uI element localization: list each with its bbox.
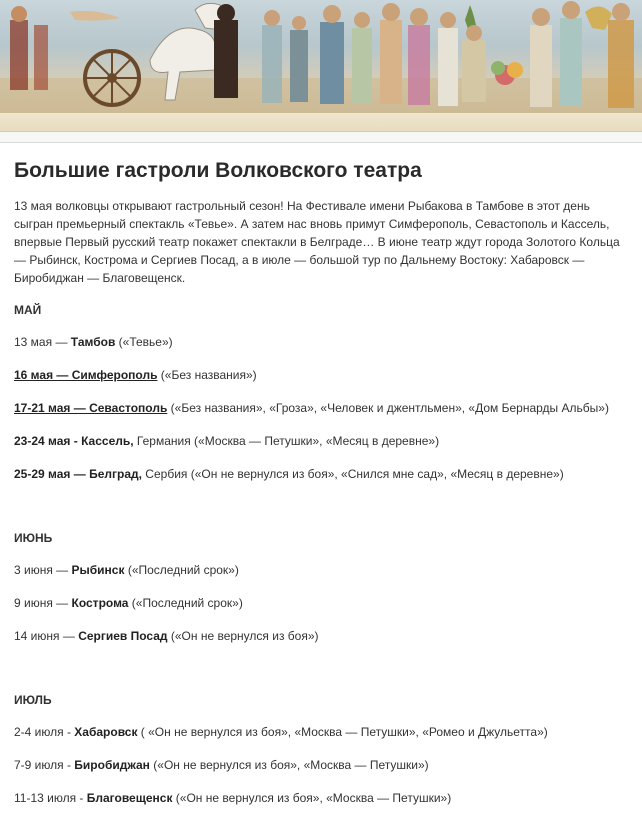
entry-plays: («Он не вернулся из боя») <box>167 629 319 643</box>
entry-date-city: 23-24 мая - Кассель, <box>14 434 134 448</box>
entry-plays: Сербия («Он не вернулся из боя», «Снился мне сад», «Месяц в деревне») <box>141 467 564 481</box>
entry-date: 9 июня — <box>14 596 72 610</box>
tour-entry <box>14 596 628 611</box>
entry-plays: ( «Он не вернулся из боя», «Москва — Петушки», «Ромео и Джульетта») <box>137 725 548 739</box>
entry-city: Рыбинск <box>71 563 125 577</box>
tour-entry <box>14 791 628 806</box>
entry-plays: («Без названия», «Гроза», «Человек и джентльмен», «Дом Бернарды Альбы») <box>167 401 609 415</box>
entry-date: 7-9 июля - <box>14 758 75 772</box>
tour-entry[interactable] <box>14 401 628 416</box>
banner-strip <box>0 113 642 132</box>
tour-entry <box>14 335 628 350</box>
entry-plays: («Он не вернулся из боя», «Москва — Петушки») <box>149 758 429 772</box>
entry-city: Кострома <box>71 596 129 610</box>
entry-city: Благовещенск <box>86 791 173 805</box>
tour-entry <box>14 725 628 740</box>
article <box>0 143 642 806</box>
intro-paragraph: 13 мая волковцы открывают гастрольный сезон! На Фестивале имени Рыбакова в Тамбове в этот день сыгран премьерный спектакль «Тевье». А затем нас вновь примут Симферополь, Севастополь и Кассель, впервые Первый русский театр покажет спектакли в Белграде… В июне театр ждут города Золотого Кольца — Рыбинск, Кострома и Сергиев Посад, а в июле — большой тур по Дальнему Востоку: Хабаровск — Биробиджан — Благовещенск. <box>14 199 620 285</box>
header-banner <box>0 0 642 113</box>
entry-date: 11-13 июля - <box>14 791 87 805</box>
tour-entry <box>14 758 628 773</box>
entry-city: Хабаровск <box>74 725 138 739</box>
entry-plays: («Без названия») <box>157 368 257 382</box>
entry-date-city: 25-29 мая — Белград, <box>14 467 142 481</box>
entry-date: 14 июня — <box>14 629 79 643</box>
entry-plays: («Последний срок») <box>124 563 239 577</box>
tour-entry <box>14 563 628 578</box>
tour-entry[interactable] <box>14 368 628 383</box>
header-divider <box>0 132 642 143</box>
entry-date: 2-4 июля - <box>14 725 75 739</box>
entry-plays: («Тевье») <box>115 335 173 349</box>
tour-entry <box>14 467 628 482</box>
tour-entry <box>14 629 628 644</box>
month-heading-may: МАЙ <box>14 303 42 317</box>
entry-plays: Германия («Москва — Петушки», «Месяц в деревне») <box>133 434 440 448</box>
entry-city: Сергиев Посад <box>78 629 168 643</box>
entry-city: Тамбов <box>70 335 116 349</box>
entry-date: 13 мая — <box>14 335 71 349</box>
fresco-illustration <box>0 0 642 113</box>
month-heading-july: ИЮЛЬ <box>14 693 52 707</box>
entry-city: Биробиджан <box>74 758 150 772</box>
entry-date: 3 июня — <box>14 563 72 577</box>
entry-date-city-link[interactable]: 16 мая — Симферополь <box>14 368 158 382</box>
entry-date-city-link[interactable]: 17-21 мая — Севастополь <box>14 401 168 415</box>
entry-plays: («Последний срок») <box>128 596 243 610</box>
page-title: Большие гастроли Волковского театра <box>14 159 422 182</box>
tour-entry <box>14 434 628 449</box>
month-heading-june: ИЮНЬ <box>14 531 53 545</box>
entry-plays: («Он не вернулся из боя», «Москва — Петушки») <box>172 791 452 805</box>
